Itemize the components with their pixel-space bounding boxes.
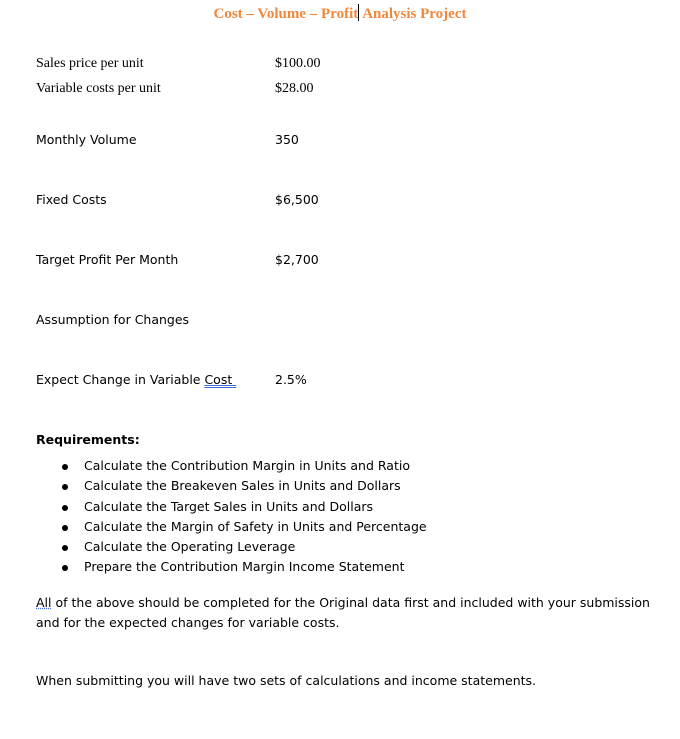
document-title: Cost – Volume – Profit Analysis Project [213,6,467,22]
monthly-volume-label: Monthly Volume [36,132,137,147]
fixed-costs-value: $6,500 [275,192,319,207]
variable-costs-label: Variable costs per unit [36,81,161,96]
variable-cost-change-label: Expect Change in Variable Cost [36,372,233,387]
requirements-heading: Requirements: [36,432,140,447]
list-item: Calculate the Margin of Safety in Units and Percentage [48,519,427,539]
monthly-volume-value: 350 [275,132,299,147]
variable-cost-change-value: 2.5% [275,372,307,387]
list-item: Prepare the Contribution Margin Income Statement [48,559,427,579]
submission-note: When submitting you will have two sets of calculations and income statements. [36,673,536,688]
instructions-paragraph: All of the above should be completed for the Original data first and included with your submission and for the expected changes for variable costs. [36,595,650,630]
list-item: Calculate the Operating Leverage [48,539,427,559]
assumption-label: Assumption for Changes [36,312,190,327]
list-item: Calculate the Breakeven Sales in Units and Dollars [48,478,427,498]
sales-price-label: Sales price per unit [36,56,144,71]
target-profit-value: $2,700 [275,252,319,267]
variable-costs-value: $28.00 [275,81,314,96]
requirements-list [48,458,427,580]
list-item: Calculate the Contribution Margin in Units and Ratio [48,458,427,478]
fixed-costs-label: Fixed Costs [36,192,107,207]
sales-price-value: $100.00 [275,56,321,71]
target-profit-label: Target Profit Per Month [36,252,179,267]
list-item: Calculate the Target Sales in Units and Dollars [48,499,427,519]
